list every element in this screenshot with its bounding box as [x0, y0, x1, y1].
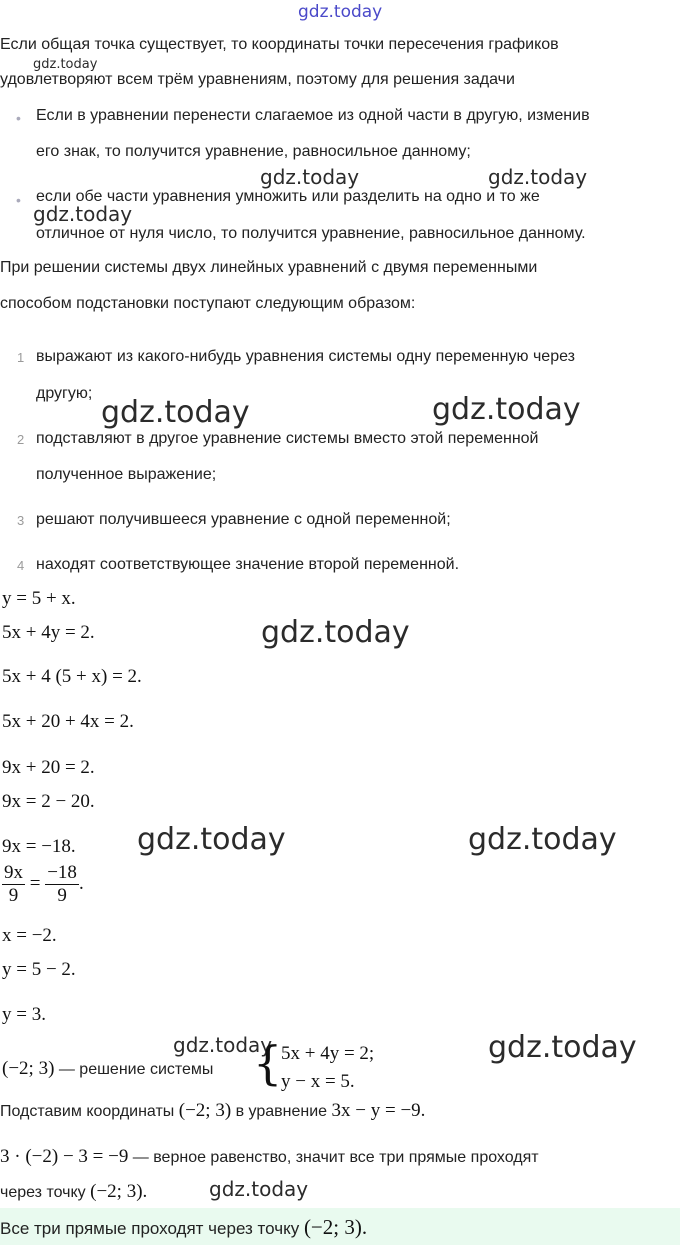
equation-9: y = 5 − 2.: [2, 959, 76, 980]
watermark: gdz.today: [488, 165, 588, 189]
watermark-large: gdz.today: [468, 822, 617, 857]
step-number-2: 2: [17, 432, 25, 447]
check-line-3-point: (−2; 3).: [90, 1181, 148, 1202]
fraction-end: .: [78, 872, 84, 894]
watermark: gdz.today: [209, 1177, 309, 1201]
check-calc-text: — верное равенство, значит все три прямые проходят: [128, 1149, 539, 1166]
step-2-line-1: подставляют в другое уравнение системы вместо этой переменной: [36, 430, 539, 447]
watermark: gdz.today: [173, 1033, 273, 1057]
answer-box: [0, 1208, 680, 1245]
check-line-2: [0, 1146, 539, 1168]
method-line-1: При решении системы двух линейных уравнений с двумя переменными: [0, 259, 538, 276]
watermark-large: gdz.today: [137, 822, 286, 857]
equation-5: 9x + 20 = 2.: [2, 757, 95, 778]
equation-3: 5x + 4 (5 + x) = 2.: [2, 666, 142, 687]
answer-text: Все три прямые проходят через точку: [0, 1219, 304, 1238]
step-number-4: 4: [17, 558, 25, 573]
check-line-3: [0, 1181, 147, 1203]
system-equation-a: 5x + 4y = 2;: [281, 1043, 375, 1064]
method-line-2: способом подстановки поступают следующим образом:: [0, 295, 416, 312]
fraction-left-denominator: 9: [8, 885, 19, 906]
equation-7: 9x = −18.: [2, 836, 76, 857]
fraction-equation: [2, 862, 84, 907]
check-line-3-text: через точку: [0, 1184, 91, 1201]
watermark-top: gdz.today: [298, 2, 383, 22]
bullet-2-line-2: отличное от нуля число, то получится уравнение, равносильное данному.: [36, 225, 586, 242]
step-1-line-2: другую;: [36, 385, 93, 402]
system-label: — решение системы: [54, 1061, 214, 1078]
watermark: gdz.today: [260, 165, 360, 189]
step-2-line-2: полученное выражение;: [36, 466, 217, 483]
system-equation-b: y − x = 5.: [281, 1071, 355, 1092]
equation-8: x = −2.: [2, 925, 57, 946]
answer-point: (−2; 3).: [303, 1215, 368, 1239]
step-4-line-1: находят соответствующее значение второй переменной.: [36, 556, 460, 573]
fraction-left: [2, 862, 25, 907]
bullet-1-line-1: Если в уравнении перенести слагаемое из одной части в другую, изменив: [36, 107, 590, 124]
intro-line-1: Если общая точка существует, то координаты точки пересечения графиков: [0, 36, 559, 53]
check-equation: 3x − y = −9.: [331, 1100, 426, 1121]
system-point: (−2; 3): [2, 1058, 55, 1079]
bullet-mark: •: [16, 110, 21, 126]
step-number-1: 1: [17, 350, 25, 365]
bullet-2-line-1: если обе части уравнения умножить или разделить на одно и то же: [36, 188, 540, 205]
watermark-large: gdz.today: [488, 1030, 637, 1065]
fraction-equals: =: [29, 872, 41, 894]
fraction-left-numerator: 9x: [4, 862, 23, 883]
check-calc: 3 · (−2) − 3 = −9: [0, 1146, 129, 1167]
bullet-mark: •: [16, 192, 21, 208]
fraction-right-denominator: 9: [57, 885, 67, 906]
system-solution-line: [2, 1058, 213, 1080]
equation-6: 9x = 2 − 20.: [2, 791, 95, 812]
check-line-1: [0, 1100, 425, 1122]
check-mid: в уравнение: [231, 1103, 332, 1120]
fraction-right: [45, 862, 79, 907]
equation-2: 5x + 4y = 2.: [2, 622, 95, 643]
bullet-1-line-2: его знак, то получится уравнение, равносильное данному;: [36, 143, 471, 160]
step-3-line-1: решают получившееся уравнение с одной переменной;: [36, 511, 451, 528]
watermark-large: gdz.today: [261, 615, 410, 650]
system-brace: {: [253, 1036, 283, 1090]
answer-line: [0, 1215, 367, 1240]
fraction-right-numerator: −18: [47, 862, 77, 883]
watermark-large: gdz.today: [101, 395, 250, 430]
step-1-line-1: выражают из какого-нибудь уравнения системы одну переменную через: [36, 348, 575, 365]
watermark-small: gdz.today: [33, 57, 98, 72]
equation-10: y = 3.: [2, 1004, 46, 1025]
watermark: gdz.today: [33, 202, 133, 226]
equation-1: y = 5 + x.: [2, 588, 76, 609]
check-point: (−2; 3): [178, 1100, 232, 1121]
equation-4: 5x + 20 + 4x = 2.: [2, 711, 134, 732]
step-number-3: 3: [17, 513, 25, 528]
check-pre: Подставим координаты: [0, 1103, 179, 1120]
watermark-large: gdz.today: [432, 392, 581, 427]
intro-line-2: удовлетворяют всем трём уравнениям, поэтому для решения задачи: [0, 71, 515, 88]
